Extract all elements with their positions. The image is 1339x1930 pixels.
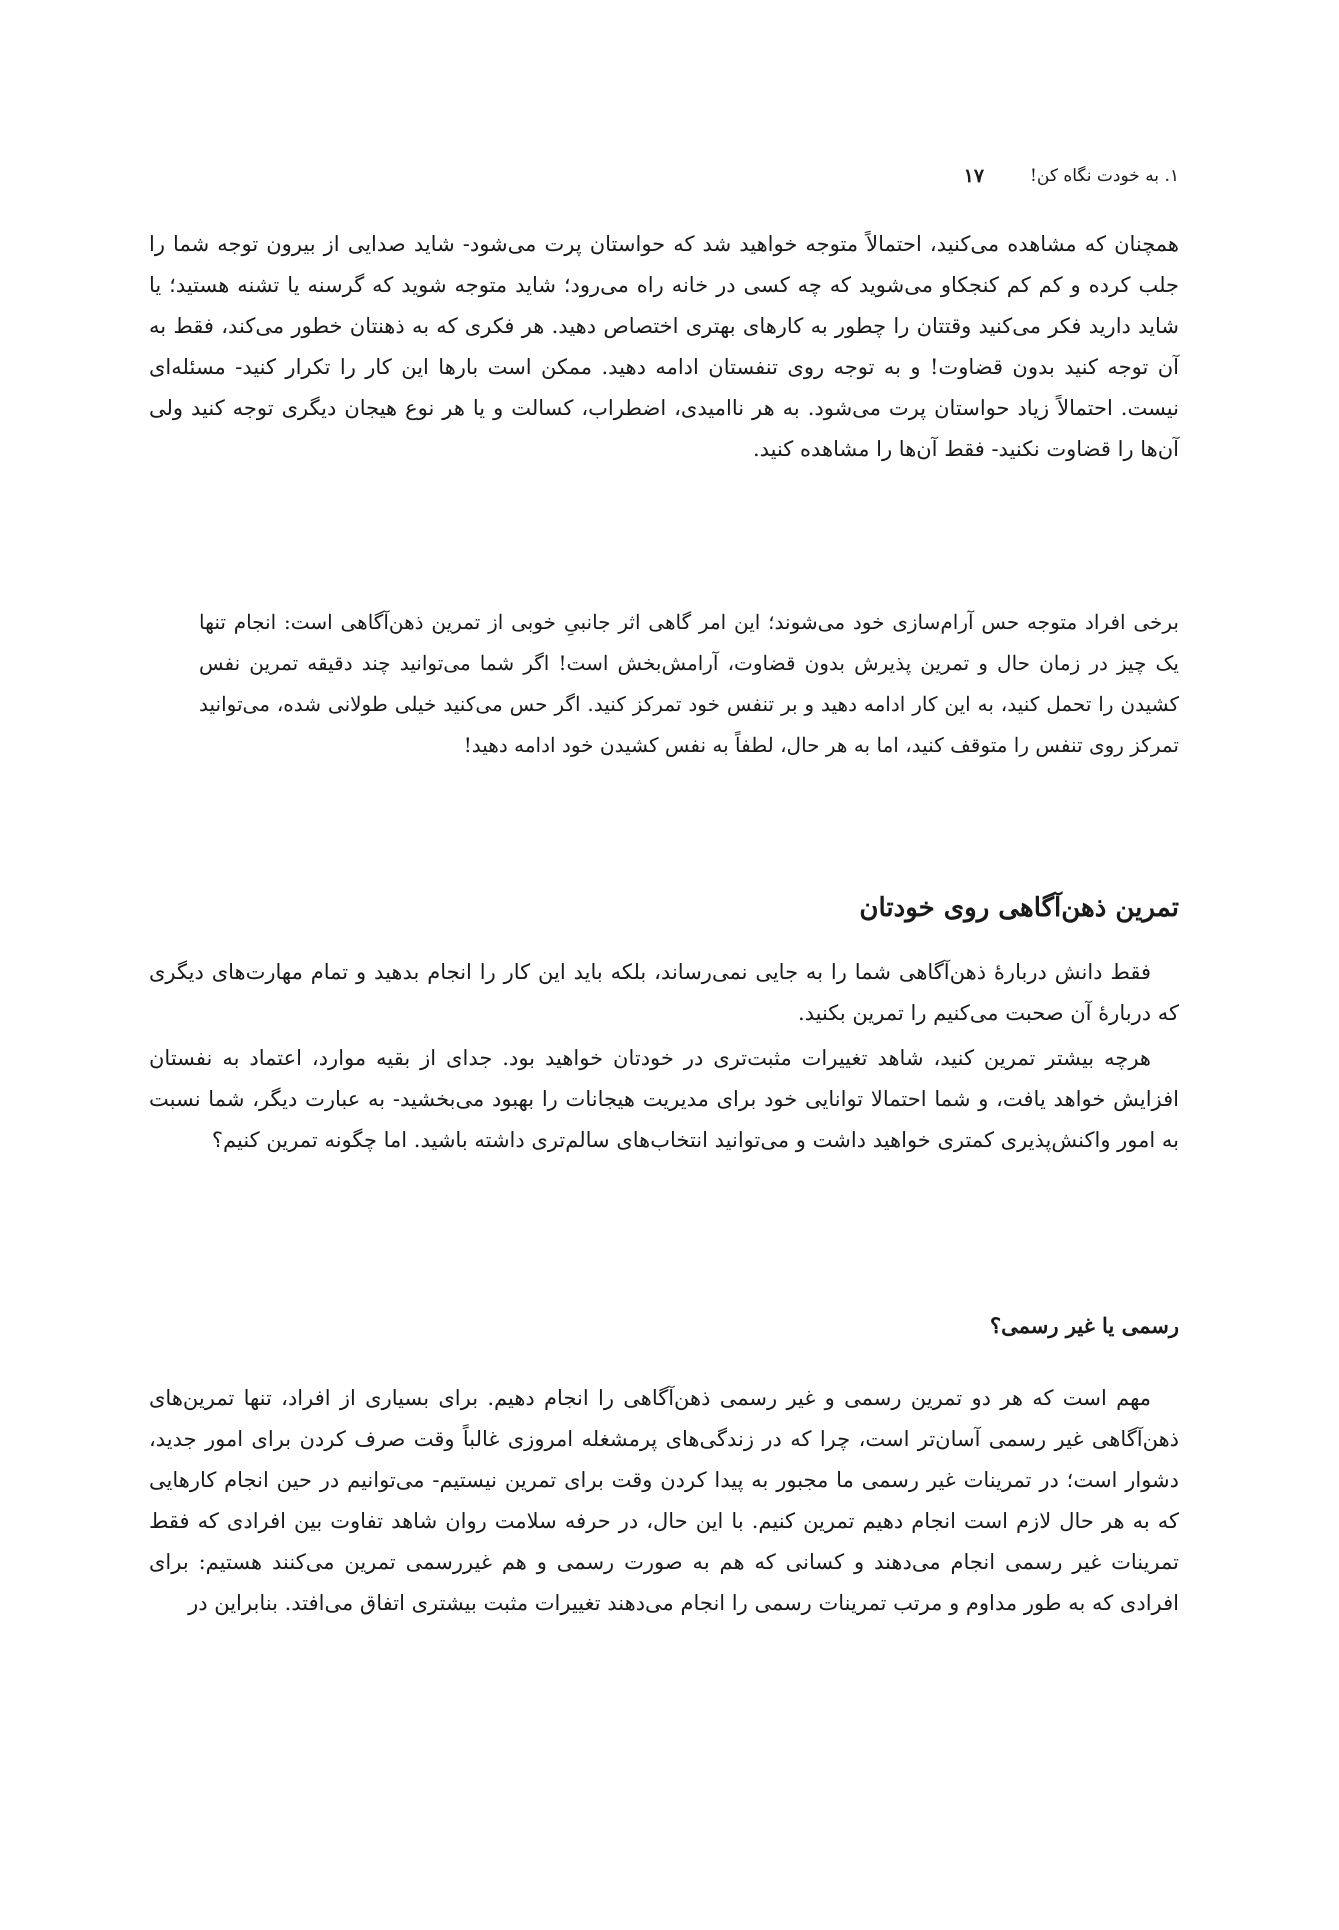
page-number: ۱۷: [963, 165, 985, 187]
body-paragraph: همچنان که مشاهده می‌کنید، احتمالاً متوجه خواهید شد که حواستان پرت می‌شود- شاید صدایی از بیرون توجه شما را جلب کرده و کم کم کنجکاو می‌شوید که چه کسی در خانه راه می‌رود؛ شاید متوجه شوید که گرسنه یا تشنه هستید؛ یا شاید دارید فکر می‌کنید وقتتان را چطور به کارهای بهتری اختصاص دهید. هر فکری که به ذهنتان خطور می‌کند، فقط به آن توجه کنید بدون قضاوت! و به توجه روی تنفستان ادامه دهید. ممکن است بارها این کار را تکرار کنید- مسئله‌ای نیست. احتمالاً زیاد حواستان پرت می‌شود. به هر ناامیدی، اضطراب، کسالت و یا هر نوع هیجان دیگری توجه کنید ولی آن‌ها را قضاوت نکنید- فقط آن‌ها را مشاهده کنید.: [149, 232, 1179, 461]
body-paragraph: مهم است که هر دو تمرین رسمی و غیر رسمی ذهن‌آگاهی را انجام دهیم. برای بسیاری از افراد، تنها تمرین‌های ذهن‌آگاهی غیر رسمی آسان‌تر است، چرا که در زندگی‌های پرمشغله امروزی غالباً وقت صرف کردن برای امور جدید، دشوار است؛ در تمرینات غیر رسمی ما مجبور به پیدا کردن وقت برای تمرین نیستیم- می‌توانیم در حین انجام کارهایی که به هر حال لازم است انجام دهیم تمرین کنیم. با این حال، در حرفه سلامت روان شاهد تفاوت بین افرادی که فقط تمرینات غیر رسمی انجام می‌دهند و کسانی که هم به صورت رسمی و هم غیررسمی تمرین می‌کنند هستیم: برای افرادی که به طور مداوم و مرتب تمرینات رسمی را انجام می‌دهند تغییرات مثبت بیشتری اتفاق می‌افتد. بنابراین در: [149, 1386, 1179, 1615]
indented-note: برخی افراد متوجه حس آرام‌سازی خود می‌شوند؛ این امر گاهی اثر جانبیِ خوبی از تمرین ذهن‌آگاهی است: انجام تنها یک چیز در زمان حال و تمرین پذیرش بدون قضاوت، آرامش‌بخش است! اگر شما می‌توانید چند دقیقه تمرین نفس کشیدن را تحمل کنید، به این کار ادامه دهید و بر تنفس خود تمرکز کنید. اگر حس می‌کنید خیلی طولانی شده، می‌توانید تمرکز روی تنفس را متوقف کنید، اما به هر حال، لطفاً به نفس کشیدن خود ادامه دهید!: [199, 610, 1179, 757]
section-heading: تمرین ذهن‌آگاهی روی خودتان: [859, 893, 1179, 923]
body-paragraph: فقط دانش دربارهٔ ذهن‌آگاهی شما را به جایی نمی‌رساند، بلکه باید این کار را انجام بدهید و تمام مهارت‌های دیگری که دربارهٔ آن صحبت می‌کنیم را تمرین بکنید.: [149, 960, 1179, 1025]
chapter-title: ۱. به خودت نگاه کن!: [1030, 166, 1179, 186]
running-header: [160, 160, 1179, 192]
subsection-heading: رسمی یا غیر رسمی؟: [990, 1313, 1179, 1338]
body-paragraph: هرچه بیشتر تمرین کنید، شاهد تغییرات مثبت‌تری در خودتان خواهید بود. جدای از بقیه موارد، اعتماد به نفستان افزایش خواهد یافت، و شما احتمالا توانایی خود برای مدیریت هیجانات را بهبود می‌بخشید- به عبارت دیگر، شما نسبت به امور واکنش‌پذیری کمتری خواهید داشت و می‌توانید انتخاب‌های سالم‌تری داشته باشید. اما چگونه تمرین کنیم؟: [149, 1046, 1179, 1152]
